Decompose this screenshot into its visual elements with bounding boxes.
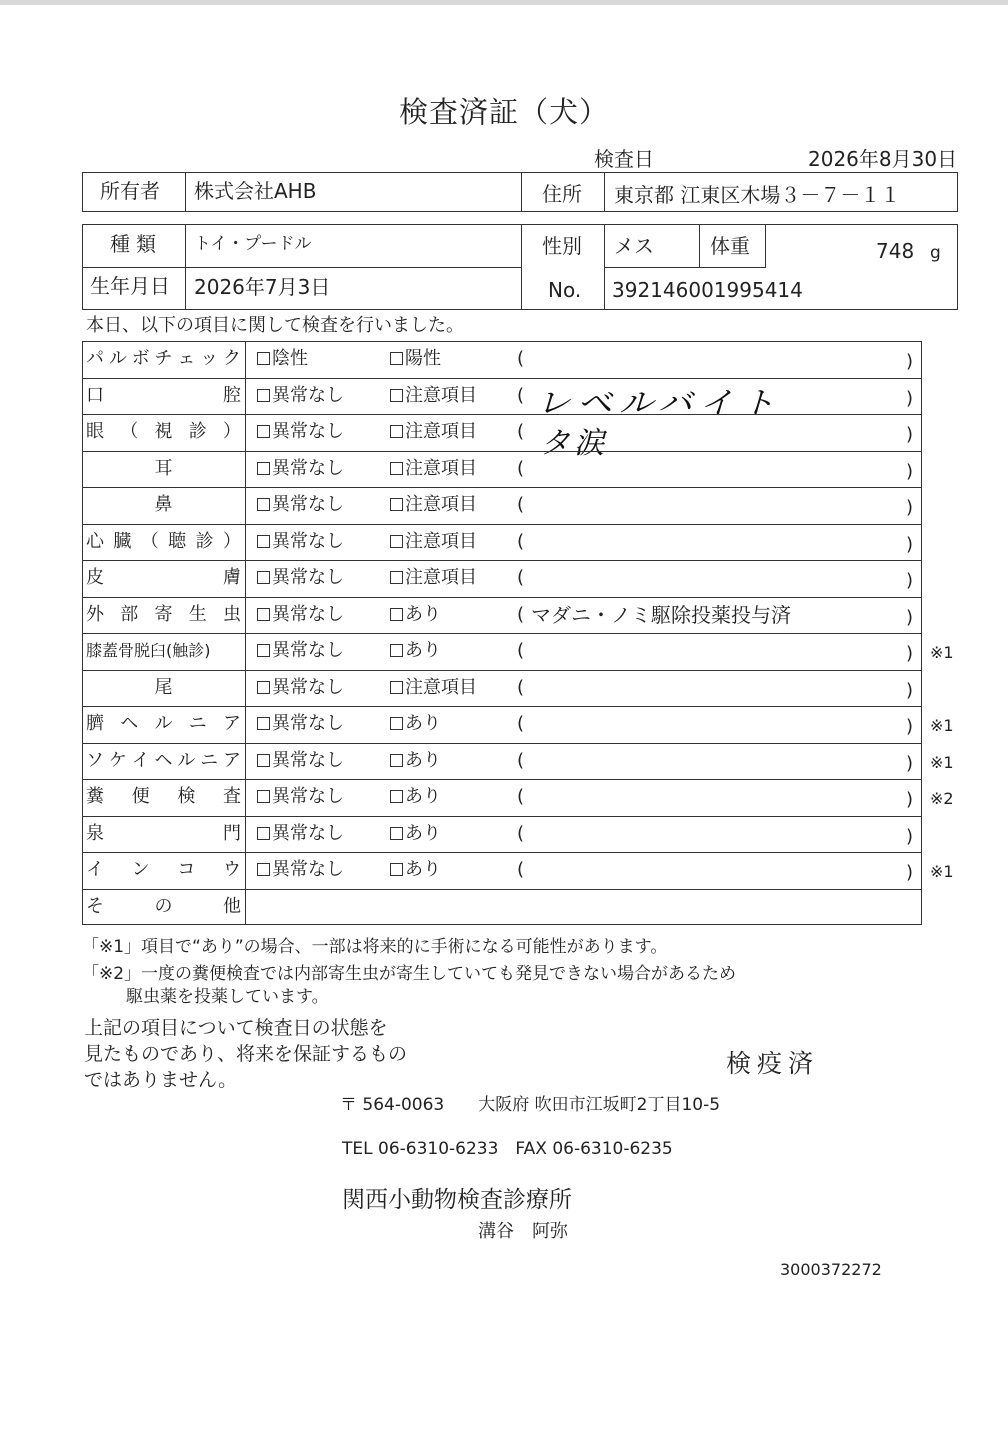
inspection-item-label: 耳 <box>154 457 173 479</box>
inspection-row-line <box>82 816 922 817</box>
checkbox-icon[interactable] <box>390 498 403 511</box>
owner-label: 所有者 <box>100 179 160 203</box>
clinic-name: 関西小動物検査診療所 <box>342 1187 572 1213</box>
option-normal-label: 異常なし <box>272 749 344 771</box>
handwriting-eye: タ涙 <box>540 426 608 461</box>
note-close-paren: ) <box>906 825 914 847</box>
note-open-paren: ( <box>517 384 525 406</box>
footnote-mark: ※1 <box>930 752 954 772</box>
footnote-2a: 「※2」一度の糞便検査では内部寄生虫が寄生していても発見できない場合があるため <box>82 964 737 984</box>
option-normal-label: 異常なし <box>272 494 344 515</box>
option-normal[interactable] <box>257 420 344 444</box>
weight-label: 体重 <box>710 234 750 258</box>
option-abnormal-label: あり <box>405 822 441 844</box>
checkbox-icon[interactable] <box>390 352 403 365</box>
inspection-item-label: 糞 便 検 査 <box>86 786 241 807</box>
option-abnormal[interactable] <box>390 566 477 590</box>
option-normal[interactable] <box>257 676 344 700</box>
note-open-paren: ( <box>517 603 525 625</box>
checkbox-icon[interactable] <box>390 717 403 730</box>
checkbox-icon[interactable] <box>390 535 403 548</box>
checkbox-icon[interactable] <box>257 644 270 657</box>
checkbox-icon[interactable] <box>257 754 270 767</box>
inspection-row-line <box>82 451 922 452</box>
checkbox-icon[interactable] <box>390 389 403 402</box>
inspection-row-line <box>82 560 922 561</box>
inspection-row-line <box>82 633 922 634</box>
doctor-name: 溝谷 阿弥 <box>478 1221 568 1242</box>
option-normal-label: 異常なし <box>272 421 344 442</box>
option-normal[interactable] <box>257 749 344 773</box>
exam-date-label: 検査日 <box>594 147 654 171</box>
note-open-paren: ( <box>517 676 525 698</box>
checkbox-icon[interactable] <box>257 425 270 438</box>
option-abnormal-label: 注意項目 <box>405 421 477 442</box>
checkbox-icon[interactable] <box>390 425 403 438</box>
note-open-paren: ( <box>517 421 525 442</box>
option-abnormal[interactable] <box>390 457 477 481</box>
checkbox-icon[interactable] <box>257 498 270 511</box>
inspection-row-line <box>82 414 922 415</box>
option-normal[interactable] <box>257 457 344 481</box>
option-normal-label: 異常なし <box>272 567 344 588</box>
option-abnormal-label: 注意項目 <box>405 530 477 552</box>
footnote-mark: ※1 <box>930 862 954 881</box>
note-open-paren: ( <box>517 567 525 588</box>
option-normal[interactable] <box>257 822 344 846</box>
statement-line-1: 上記の項目について検査日の状態を <box>84 1017 388 1039</box>
option-abnormal[interactable] <box>390 493 477 517</box>
option-normal[interactable] <box>257 530 344 554</box>
option-normal[interactable] <box>257 603 344 627</box>
checkbox-icon[interactable] <box>257 571 270 584</box>
inspection-item-label: イ ン コ ウ <box>86 859 241 880</box>
option-abnormal-label: 注意項目 <box>405 567 477 588</box>
inspection-row-line <box>82 670 922 671</box>
scan-top-edge <box>0 0 1008 5</box>
page-title: 検査済証（犬） <box>398 95 609 129</box>
note-close-paren: ) <box>906 570 914 591</box>
option-abnormal[interactable] <box>390 749 441 773</box>
inspection-item-label: 泉 門 <box>86 822 241 844</box>
footnote-2b: 駆虫薬を投薬しています。 <box>126 987 329 1007</box>
checkbox-icon[interactable] <box>257 790 270 803</box>
clinic-phone-fax: TEL 06-6310-6233 FAX 06-6310-6235 <box>342 1139 673 1159</box>
note-open-paren: ( <box>517 786 525 807</box>
breed-value: トイ・プードル <box>194 234 312 254</box>
checkbox-icon[interactable] <box>390 790 403 803</box>
option-normal-label: 異常なし <box>272 603 344 625</box>
no-label: No. <box>548 278 582 302</box>
handwriting-oral: レベルバイト <box>536 386 782 421</box>
inspection-row-line <box>82 779 922 780</box>
option-normal[interactable] <box>257 639 344 663</box>
option-abnormal[interactable] <box>390 676 477 700</box>
option-abnormal-label: 注意項目 <box>405 494 477 515</box>
option-abnormal[interactable] <box>390 785 441 809</box>
option-normal-label: 異常なし <box>272 713 344 734</box>
option-abnormal-label: あり <box>405 749 441 771</box>
option-abnormal[interactable] <box>390 347 441 371</box>
note-close-paren: ) <box>906 862 914 883</box>
option-abnormal[interactable] <box>390 822 441 846</box>
note-open-paren: ( <box>517 749 525 771</box>
option-abnormal[interactable] <box>390 384 477 408</box>
footnote-1: 「※1」項目で“あり”の場合、一部は将来的に手術になる可能性があります。 <box>82 937 668 957</box>
option-normal[interactable] <box>257 858 344 882</box>
inspection-item-label: そ の 他 <box>86 895 241 917</box>
clinic-address: 〒 564-0063 大阪府 吹田市江坂町2丁目10-5 <box>340 1095 721 1115</box>
inspection-row-line <box>82 743 922 744</box>
option-abnormal[interactable] <box>390 420 477 444</box>
option-abnormal-label: 陽性 <box>405 348 441 369</box>
note-close-paren: ) <box>906 460 914 482</box>
option-abnormal[interactable] <box>390 530 477 554</box>
checkbox-icon[interactable] <box>257 389 270 402</box>
inspection-row-line <box>82 524 922 525</box>
inspection-row-line <box>82 378 922 379</box>
owner-value: 株式会社AHB <box>194 179 317 203</box>
option-abnormal[interactable] <box>390 712 441 736</box>
inspected-stamp: 検疫済 <box>726 1049 820 1078</box>
inspection-row-line <box>82 889 922 890</box>
option-abnormal-label: あり <box>405 786 441 807</box>
inspection-item-label: 皮 膚 <box>86 567 241 588</box>
checkbox-icon[interactable] <box>257 462 270 475</box>
serial-number: 3000372272 <box>780 1260 882 1279</box>
checkbox-icon[interactable] <box>257 352 270 365</box>
option-abnormal-label: 注意項目 <box>405 384 477 406</box>
sex-label: 性別 <box>542 234 582 258</box>
checkbox-icon[interactable] <box>390 462 403 475</box>
option-abnormal[interactable] <box>390 603 441 627</box>
footnote-mark: ※1 <box>930 716 954 735</box>
birth-label: 生年月日 <box>90 274 170 298</box>
checkbox-icon[interactable] <box>390 827 403 840</box>
statement-line-3: ではありません。 <box>84 1069 238 1091</box>
inspection-item-label: 口 腔 <box>86 384 241 406</box>
note-close-paren: ) <box>906 533 914 555</box>
inspection-item-label: 鼻 <box>154 494 173 515</box>
address-value: 東京都 江東区木場３－７－１１ <box>614 183 901 207</box>
footnote-mark: ※2 <box>930 789 954 808</box>
option-normal[interactable] <box>257 493 344 517</box>
breed-label: 種類 <box>110 232 162 256</box>
inspection-item-label: 外 部 寄 生 虫 <box>86 603 241 625</box>
option-abnormal-label: あり <box>405 640 441 661</box>
option-abnormal-label: 注意項目 <box>405 457 477 479</box>
option-normal[interactable] <box>257 347 308 371</box>
no-value: 392146001995414 <box>612 278 803 302</box>
note-close-paren: ) <box>906 752 914 774</box>
option-normal-label: 異常なし <box>272 676 344 698</box>
inspection-item-label: 眼 （ 視 診 ） <box>86 421 241 442</box>
option-normal-label: 異常なし <box>272 859 344 880</box>
checkbox-icon[interactable] <box>257 717 270 730</box>
note-open-paren: ( <box>517 348 525 369</box>
inspection-item-label: 膝蓋骨脱臼(触診) <box>86 641 211 660</box>
inspection-row-line <box>82 852 922 853</box>
checkbox-icon[interactable] <box>257 863 270 876</box>
checkbox-icon[interactable] <box>390 571 403 584</box>
note-close-paren: ) <box>906 679 914 701</box>
address-label: 住所 <box>542 182 582 206</box>
option-normal-label: 異常なし <box>272 822 344 844</box>
option-abnormal-label: 注意項目 <box>405 676 477 698</box>
note-open-paren: ( <box>517 713 525 734</box>
statement-line-2: 見たものであり、将来を保証するもの <box>84 1043 408 1065</box>
inspection-item-label: パ ル ボ チ ェ ッ ク <box>86 348 241 369</box>
checkbox-icon[interactable] <box>257 681 270 694</box>
note-close-paren: ) <box>906 789 914 810</box>
option-normal[interactable] <box>257 384 344 408</box>
intro-text: 本日、以下の項目に関して検査を行いました。 <box>86 315 464 336</box>
note-open-paren: ( <box>517 640 525 661</box>
checkbox-icon[interactable] <box>257 535 270 548</box>
inspection-item-label: 心 臓 （ 聴 診 ） <box>86 530 241 552</box>
note-close-paren: ) <box>906 387 914 409</box>
option-normal-label: 異常なし <box>272 384 344 406</box>
footnote-mark: ※1 <box>930 643 954 662</box>
option-normal-label: 異常なし <box>272 786 344 807</box>
checkbox-icon[interactable] <box>390 681 403 694</box>
inspection-row-line <box>82 597 922 598</box>
option-abnormal[interactable] <box>390 639 441 663</box>
note-open-paren: ( <box>517 859 525 880</box>
note-open-paren: ( <box>517 494 525 515</box>
note-close-paren: ) <box>906 351 914 372</box>
note-close-paren: ) <box>906 606 914 628</box>
option-normal[interactable] <box>257 785 344 809</box>
inspection-note: マダニ・ノミ駆除投薬投与済 <box>531 602 791 627</box>
option-normal[interactable] <box>257 712 344 736</box>
option-normal-label: 異常なし <box>272 640 344 661</box>
inspection-item-label: 臍 ヘ ル ニ ア <box>86 713 241 734</box>
inspection-row-line <box>82 706 922 707</box>
option-abnormal-label: あり <box>405 603 441 625</box>
checkbox-icon[interactable] <box>390 754 403 767</box>
note-open-paren: ( <box>517 822 525 844</box>
option-normal[interactable] <box>257 566 344 590</box>
weight-unit: g <box>930 243 941 263</box>
option-normal-label: 異常なし <box>272 530 344 552</box>
checkbox-icon[interactable] <box>257 827 270 840</box>
option-normal-label: 陰性 <box>272 348 308 369</box>
inspection-row-line <box>82 487 922 488</box>
checkbox-icon[interactable] <box>390 863 403 876</box>
option-abnormal-label: あり <box>405 859 441 880</box>
checkbox-icon[interactable] <box>390 644 403 657</box>
note-close-paren: ) <box>906 716 914 737</box>
option-abnormal[interactable] <box>390 858 441 882</box>
note-close-paren: ) <box>906 497 914 518</box>
weight-value: 748 <box>876 239 915 263</box>
note-open-paren: ( <box>517 530 525 552</box>
exam-date: 2026年8月30日 <box>808 147 958 171</box>
birth-value: 2026年7月3日 <box>194 275 331 299</box>
note-close-paren: ) <box>906 424 914 445</box>
option-normal-label: 異常なし <box>272 457 344 479</box>
checkbox-icon[interactable] <box>257 608 270 621</box>
note-open-paren: ( <box>517 457 525 479</box>
sex-value: メス <box>614 234 654 258</box>
inspection-item-label: ソ ケ イ ヘ ル ニ ア <box>86 749 241 771</box>
option-abnormal-label: あり <box>405 713 441 734</box>
note-close-paren: ) <box>906 643 914 664</box>
inspection-item-label: 尾 <box>154 676 173 698</box>
checkbox-icon[interactable] <box>390 608 403 621</box>
